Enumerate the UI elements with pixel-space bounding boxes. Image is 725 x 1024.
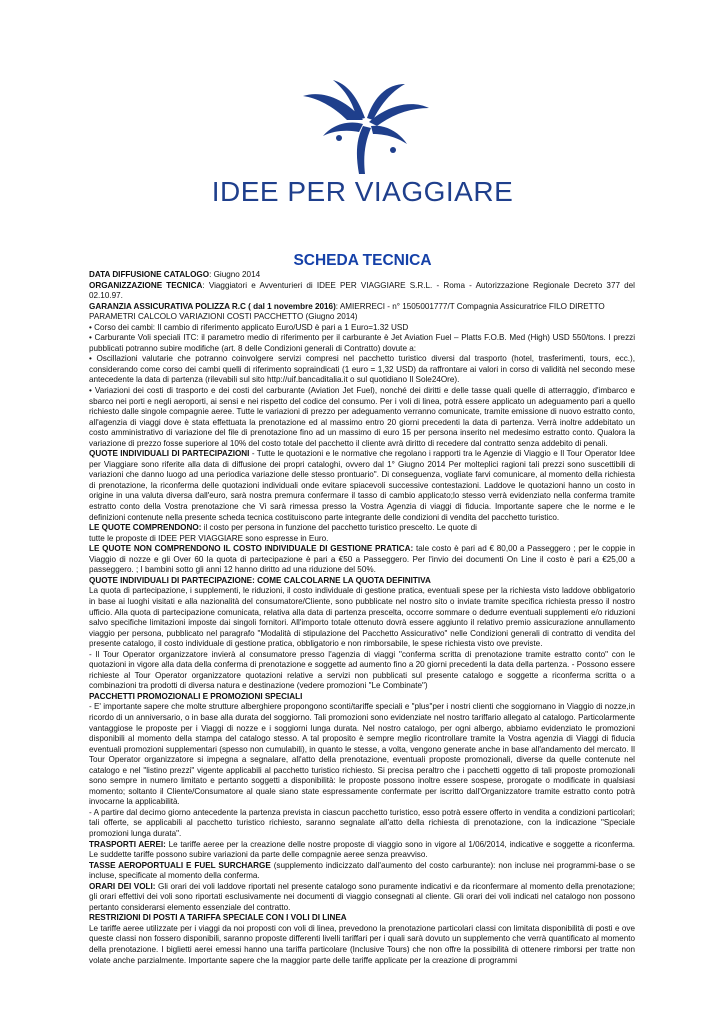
paragraph-text: PARAMETRI CALCOLO VARIAZIONI COSTI PACCHETTO (Giugno 2014) bbox=[89, 312, 358, 322]
paragraph bbox=[89, 692, 635, 703]
paragraph-text: (supplemento indicizzato dall'aumento del costo carburante): non incluse nei programmi-base o se incluse, specificate al momento della conferma. bbox=[89, 860, 635, 881]
paragraph bbox=[89, 650, 635, 692]
paragraph bbox=[89, 333, 635, 354]
paragraph-text: • Variazioni dei costi di trasporto e dei costi del carburante (Aviation Jet Fuel), nonché dei diritti e delle tasse quali quelle di atterraggio, d'imbarco e sbarco nei porti e negli aeroporti, ai sensi e nei rispetto del codice del consumo. Per i voli di linea, potrà essere applicato un adeguamento pari a quello richiesto dalle singole compagnie aeree. Tutte le variazioni di prezzo per adeguamento verranno comunicate, tramite emissione di nuovo estratto conto, all'agenzia di viaggi dove è stata effettuata la prenotazione ed al massimo entro 20 giorni precedenti la data di partenza. Verrà inoltre addebitato un costo amministrativo di variazione del file di prenotazione fino ad un massimo di euro 15 per persona inserito nel medesimo estratto conto. Qualora la variazione di prezzo fosse superiore al 10% del costo totale del pacchetto il cliente avrà diritto di recedere dal contratto senza addebito di penali. bbox=[89, 386, 635, 448]
paragraph-label: QUOTE INDIVIDUALI DI PARTECIPAZIONI bbox=[89, 449, 250, 459]
paragraph bbox=[89, 861, 635, 882]
paragraph-text: - E' importante sapere che molte strutture alberghiere propongono sconti/tariffe speciali e "plus"per i nostri clienti che soggiornano in Viaggio di nozze,in ricordo di un anniversario, o in base alla durata del soggiorno. Tali promozioni sono evidenziate nel nostro tariffario allegato al catalogo. Particolarmente vantaggiose le proposte per i Viaggi di nozze e i soggiorni lunga durata. Nel nostro catalogo, per ogni albergo, abbiamo evidenziato le promozioni disponibili al momento della stampa del catalogo stesso. A tal proposito è sempre meglio ricontrollare tramite la Vostra agenzia di Viaggi di fiducia eventuali promozioni supplementari (spesso non cumulabili), in quanto le stesse, a volta, vengono generate anche in base all'andamento del mercato. Il Tour Operator organizzatore si impegna a segnalare, all'atto della prenotazione, eventuali proposte promozionali, diverse da quelle contenute nel catalogo e nel "listino prezzi" vigente applicabili al pacchetto turistico richiesto. Si precisa peraltro che i pacchetti oggetto di tali proposte promozionali sono sempre in numero limitato e pertanto soggetti a disponibilità: le proposte possono inoltre essere sospese, prorogate o modificate in qualsiasi momento; soltanto il Cliente/Consumatore al quale siano state espressamente confermate per iscritto dall'Organizzatore tramite estratto conto potrà invocarne la applicabilità. bbox=[89, 702, 635, 807]
paragraph bbox=[89, 323, 635, 334]
paragraph bbox=[89, 523, 635, 534]
page-title: SCHEDA TECNICA bbox=[293, 252, 432, 269]
paragraph-label: ORARI DEI VOLI: bbox=[89, 881, 156, 891]
paragraph-text: tale costo è pari ad € 80,00 a Passeggero ; per le coppie in Viaggio di nozze e gli Over 60 la quota di partecipazione è pari a €50 a Passeggero. Per l'invio dei documenti On Line il costo è pari a €25,00 a passeggero. ; I bambini sotto gli anni 12 hanno diritto ad una riduzione del 50%. bbox=[89, 544, 635, 575]
paragraph-text: Le tariffe aeree utilizzate per i viaggi da noi proposti con voli di linea, prevedono la prenotazione particolari classi con limitata disponibilità di posti e ove queste classi non fossero disponibili, saranno proposte differenti livelli tariffari per i quali sarà dovuto un supplemento che verrà quantificato al momento della prenotazione. I biglietti aerei emessi hanno una tariffa particolare (Inclusive Tours) che non offre la possibilità di ottenere rimborsi per tratte non volate anche parzialmente. Importante sapere che la maggior parte delle tariffe applicate per la creazione di programmi bbox=[89, 923, 635, 965]
paragraph bbox=[89, 386, 635, 449]
paragraph-label: TRASPORTI AEREI: bbox=[89, 839, 166, 849]
paragraph bbox=[89, 302, 635, 313]
paragraph-label: LE QUOTE NON COMPRENDONO IL COSTO INDIVIDUALE DI GESTIONE PRATICA: bbox=[89, 544, 414, 554]
paragraph-text: Gli orari dei voli laddove riportati nel presente catalogo sono puramente indicativi e da riconfermare al momento della prenotazione; gli orari effettivi dei voli sono riportati esclusivamente nei documenti di viaggio consegnati al cliente. Gli orari dei voli indicati nel catalogo non possono pertanto considerarsi elemento essenziale del contratto. bbox=[89, 881, 635, 912]
paragraph bbox=[89, 586, 635, 649]
paragraph-text: : AMIERRECI - n° 1505001777/T Compagnia Assicuratrice FILO DIRETTO bbox=[335, 301, 605, 311]
paragraph-text: tutte le proposte di IDEE PER VIAGGIARE sono espresse in Euro. bbox=[89, 533, 329, 543]
paragraph-label: QUOTE INDIVIDUALI DI PARTECIPAZIONE: COME CALCOLARNE LA QUOTA DEFINITIVA bbox=[89, 575, 431, 585]
paragraph bbox=[89, 882, 635, 914]
paragraph bbox=[89, 840, 635, 861]
brand-name: IDEE PER VIAGGIARE bbox=[211, 176, 514, 207]
paragraph-text: • Oscillazioni valutarie che potranno coinvolgere servizi compresi nel pacchetto turistico diversi dal trasporto (hotel, trasferimenti, tours, ecc.), considerando come corso dei cambi quelli di riferimento sopraindicati (1 euro = 1,32 USD) da raffrontare ai valori in corso di validità nel secondo mese antecedente la data di partenza (rilevabili sul sito http://uif.bancaditalia.it o sul quotidiano Il Sole24Ore). bbox=[89, 354, 635, 385]
paragraph-text: • Carburante Voli speciali ITC: il parametro medio di riferimento per il carburante è Jet Aviation Fuel – Platts F.O.B. Med (High) USD 550/tons. I prezzi pubblicati potranno subire modifiche (art. 8 delle Condizioni generali di Contratto) dovute a: bbox=[89, 333, 635, 353]
paragraph-label: LE QUOTE COMPRENDONO: bbox=[89, 523, 202, 533]
paragraph-text: - Tutte le quotazioni e le normative che regolano i rapporti tra le Agenzie di Viaggio e Il Tour Operator Idee per Viaggiare sono riferite alla data di diffusione dei propri cataloghi, ovvero dal 1° Giugno 2014 Per molteplici ragioni tali prezzi sono suscettibili di variazioni che danno luogo ad una periodica variazione delle stesso prontuario". Di conseguenza, vogliate farvi comunicare, al momento della richiesta di prenotazione, la riconferma delle quotazioni individuali onde evitare spiacevoli successive contestazioni. Laddove le quotazioni hanno un costo in origine in una valuta diversa dall'euro, sarà nostra premura confermare il tasso di cambio applicato;lo stesso verrà evidenziato nella conferma tramite estratto conto della Vostra prenotazione che Vi sarà rimessa presso la Vostra Agenzia di viaggi di fiducia. Importante sapere che le norme e le definizioni contenute nella presente scheda tecnica costituiscono parte integrante delle condizioni di vendita del pacchetto turistico. bbox=[89, 449, 635, 522]
paragraph-label: GARANZIA ASSICURATIVA POLIZZA R.C ( dal 1 novembre 2016) bbox=[89, 301, 336, 311]
paragraph bbox=[89, 702, 635, 807]
paragraph-label: PACCHETTI PROMOZIONALI E PROMOZIONI SPECIALI bbox=[89, 691, 303, 701]
paragraph-text: - Il Tour Operator organizzatore invierà al consumatore presso l'agenzia di viaggi "conferma scritta di prenotazione tramite estratto conto" con le quotazioni in vigore alla data della conferma di prenotazione e soggette ad aumento fino a 20 giorni precedenti la data della partenza. - Possono essere richieste al Tour Operator organizzatore quotazioni relative a servizi non pubblicati sul presente catalogo e soggette a riconferma scritta o a combinazioni tra prodotti di diversa natura e destinazione (vedere promozioni "Le Combinate") bbox=[89, 649, 635, 691]
paragraph bbox=[89, 449, 635, 523]
paragraph bbox=[89, 354, 635, 386]
paragraph bbox=[89, 534, 635, 545]
paragraph-label: TASSE AEROPORTUALI E FUEL SURCHARGE bbox=[89, 860, 271, 870]
palm-tree-logo-icon bbox=[293, 80, 433, 175]
document-body bbox=[89, 270, 635, 966]
paragraph bbox=[89, 924, 635, 966]
paragraph-text: : Viaggiatori e Avventurieri di IDEE PER VIAGGIARE S.R.L. - Roma - Autorizzazione Regionale Decreto 377 del 02.10.97. bbox=[89, 280, 635, 301]
paragraph bbox=[89, 913, 635, 924]
paragraph-text: Le tariffe aeree per la creazione delle nostre proposte di viaggio sono in vigore al 1/06/2014, indicative e soggette a riconferma. Le suddette tariffe possono subire variazioni da parte delle compagnie aeree senza preavviso. bbox=[89, 839, 635, 860]
paragraph bbox=[89, 281, 635, 302]
paragraph-text: il costo per persona in funzione del pacchetto turistico prescelto. Le quote di bbox=[201, 523, 477, 533]
paragraph bbox=[89, 312, 635, 323]
paragraph bbox=[89, 576, 635, 587]
paragraph-text: • Corso dei cambi: Il cambio di riferimento applicato Euro/USD è pari a 1 Euro=1.32 USD bbox=[89, 322, 409, 332]
paragraph bbox=[89, 544, 635, 576]
paragraph-text: La quota di partecipazione, i supplementi, le riduzioni, il costo individuale di gestione pratica, eventuali spese per la richiesta visto laddove obbligatorio in base ai luoghi visitati e alla nazionalità del consumatore/Cliente, sono pubblicate nel nostro sito o inviate tramite specifica richiesta presso il nostro ufficio. Alla quota di partecipazione comunicata, relativa alla data di partenza prescelta, occorre sommare o dedurre eventuali supplementi e/o riduzioni salvo specifiche limitazioni imposte dai singoli fornitori. All'importo totale ottenuto dovrà essere aggiunto il relativo premio assicurazione annullamento viaggio per persona, pubblicato nel paragrafo "Modalità di stipulazione del Pacchetto Assicurativo" nelle Condizioni generali di contratto di vendita del presente catalogo, il costo individuale di gestione pratica, obbligatorio e non rimborsabile, le spese richiesta visto ove previste. bbox=[89, 586, 635, 649]
paragraph-label: RESTRIZIONI DI POSTI A TARIFFA SPECIALE CON I VOLI DI LINEA bbox=[89, 913, 347, 923]
paragraph bbox=[89, 808, 635, 840]
paragraph-label: ORGANIZZAZIONE TECNICA bbox=[89, 280, 203, 290]
paragraph bbox=[89, 270, 635, 281]
paragraph-text: - A partire dal decimo giorno antecedente la partenza prevista in ciascun pacchetto turistico, esso potrà essere offerto in vendita a condizioni particolari; tali offerte, se applicabili al pacchetto turistico richiesto, saranno segnalate all'atto della richiesta di prenotazione, con la indicazione "Speciale promozioni lunga durata". bbox=[89, 807, 635, 838]
paragraph-label: DATA DIFFUSIONE CATALOGO bbox=[89, 270, 210, 279]
paragraph-text: : Giugno 2014 bbox=[209, 270, 261, 279]
